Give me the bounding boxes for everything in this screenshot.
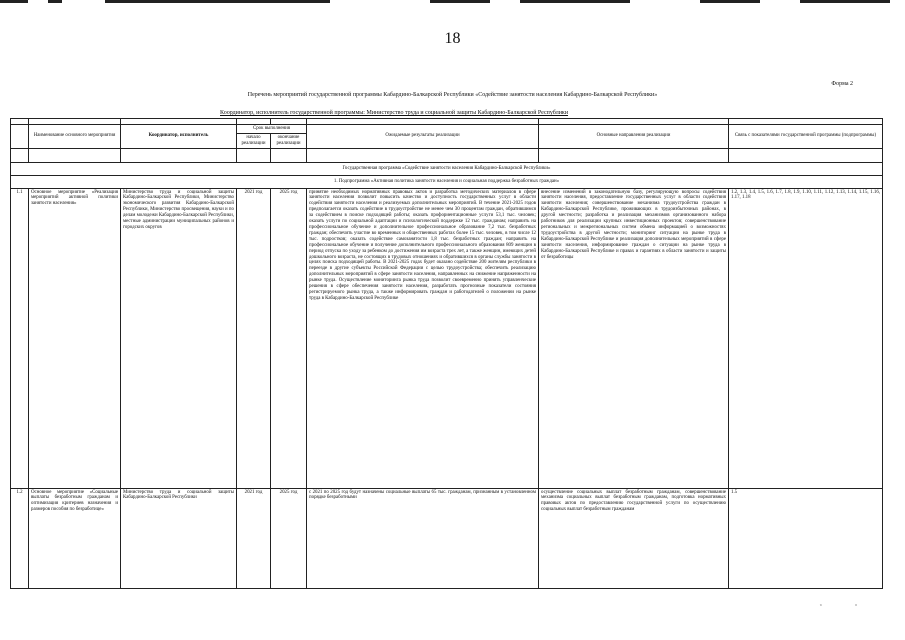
scan-edge-mark <box>700 0 760 3</box>
subprogram-row <box>11 175 883 188</box>
scan-edge-mark <box>0 0 28 3</box>
scan-edge-mark <box>800 0 890 3</box>
program-title: Государственная программа «Содействие занятости населения Кабардино-Балкарской Республики» <box>11 162 883 175</box>
measure-coordinator: Министерство труда и социальной защиты Кабардино-Балкарской Республики, Министерство экономического развития Кабардино-Балкарской Республики, Министерство просвещения, науки и по делам молодежи Кабардино-Балкарской Республики, местные администрации муниципальных районов и городских округов <box>121 188 237 488</box>
header-name: Наименование основного мероприятия <box>29 125 121 149</box>
scan-edge-mark <box>105 0 330 3</box>
empty-row <box>11 148 883 162</box>
header-period: Срок выполнения <box>237 125 307 134</box>
row-number: 1.2 <box>11 488 29 588</box>
header-start: начало реализации <box>237 133 271 148</box>
measure-link: 1.5 <box>729 488 883 588</box>
scan-edge-mark <box>48 0 62 3</box>
measure-end: 2025 год <box>271 488 307 588</box>
header-directions: Основные направления реализации <box>539 125 729 149</box>
measure-result: с 2021 по 2025 год будут назначены социальные выплаты 65 тыс. гражданам, признанным в установленном порядке безработными <box>307 488 539 588</box>
corner-marks: " " <box>819 605 873 610</box>
page-number: 18 <box>444 30 461 47</box>
scan-edge-mark <box>430 0 490 3</box>
program-row <box>11 162 883 175</box>
header-row <box>11 125 883 134</box>
measures-table <box>10 118 883 589</box>
measure-name: Основное мероприятие «Социальные выплаты безработным гражданам и оптимизация критериев назначения и размеров пособия по безработице» <box>29 488 121 588</box>
measure-directions: внесение изменений в законодательную базу, регулирующую вопросы содействия занятости населения, предоставление государственных услуг в области содействия занятости населения; совершенствование механизма трудоустройства граждан в Кабардино-Балкарской Республике, проживающих в трудоизбыточных районах, в другой местности; разработка и реализация механизмов организованного набора работников для реализации крупных инвестиционных проектов; совершенствование региональных и межрегиональных систем обмена информацией о возможностях трудоустройства в другой местности; мониторинг ситуации на рынке труда в Кабардино-Балкарской Республике и реализация дополнительных мероприятий в сфере занятости населения, информирование граждан о ситуации на рынке труда в Кабардино-Балкарской Республике и правах и гарантиях в области занятости и защиты от безработицы <box>539 188 729 488</box>
measure-directions: осуществление социальных выплат безработным гражданам, совершенствование механизма социальных выплат безработным гражданам, подготовка нормативных правовых актов по предоставлению государственной услуги по осуществлению социальных выплат безработным гражданам <box>539 488 729 588</box>
table-row <box>11 488 883 588</box>
coordinator-line: Координатор, исполнитель государственной программы: Министерство труда и социальной защиты Кабардино-Балкарской Республики <box>220 110 569 116</box>
header-num <box>11 125 29 149</box>
table-row <box>11 188 883 488</box>
measure-result: принятие необходимых нормативных правовых актов и разработка методических материалов в сфере занятости населения позволит повысить качество и доступность государственных услуг в области содействия занятости населения и реализуемых дополнительных мероприятий. В течение 2021-2025 годов предполагается оказать содействие в трудоустройстве не менее чем 30 процентам граждан, обратившимся за содействием в поиске подходящей работы; оказать профориентационные услуги 53,1 тыс. человек; оказать услуги по социальной адаптации и психологической поддержке 12 тыс. гражданам; направить на профессиональное обучение и дополнительное профессиональное образование 7,2 тыс. безработных граждан; обеспечить участие во временных и общественных работах более 15 тыс. человек, в том числе 12 тыс. подростков; оказать содействие самозанятости 1,8 тыс. безработных граждан; направить на профессиональное обучение и получение дополнительного профессионального образования 809 женщин в период отпуска по уходу за ребенком до достижения им возраста трех лет, а также женщин, имеющих детей дошкольного возраста, не состоящих в трудовых отношениях и обратившихся в органы службы занятости в целях поиска подходящей работы. В 2021-2025 годах будет оказано содействие 200 жителям республики в переезде в другие субъекты Российской Федерации с целью трудоустройства; обеспечить реализацию дополнительных мероприятий в сфере занятости населения, направленных на снижение напряженности на рынке труда. Осуществление мониторинга рынка труда позволит своевременно принять управленческие решения в сфере обеспечения занятости населения, разработать прогнозные показатели состояния регистрируемого рынка труда, а также информировать граждан и работодателей о положении на рынке труда в Кабардино-Балкарской Республике <box>307 188 539 488</box>
scan-edge-mark <box>520 0 630 3</box>
subprogram-title: 1. Подпрограмма «Активная политика занятости населения и социальная поддержка безработных граждан» <box>11 175 883 188</box>
header-link: Связь с показателями государственной программы (подпрограммы) <box>729 125 883 149</box>
header-result: Ожидаемые результаты реализации <box>307 125 539 149</box>
header-end: окончание реализации <box>271 133 307 148</box>
measure-start: 2021 год <box>237 188 271 488</box>
row-number: 1.1 <box>11 188 29 488</box>
measure-start: 2021 год <box>237 488 271 588</box>
measure-name: Основное мероприятие «Реализация мероприятий активной политики занятости населения» <box>29 188 121 488</box>
form-label: Форма 2 <box>831 81 853 87</box>
header-coordinator: Координатор, исполнитель <box>121 125 237 149</box>
document-title: Перечень мероприятий государственной программы Кабардино-Балкарской Республики «Содействие занятости населения Кабардино-Балкарской Республики» <box>247 92 658 98</box>
measure-link: 1.2, 1.3, 1.4, 1.5, 1.6, 1.7, 1.8, 1.9, 1.10, 1.11, 1.12, 1.13, 1.14, 1.15, 1.16, 1.17, 1.18 <box>729 188 883 488</box>
measure-coordinator: Министерство труда и социальной защиты Кабардино-Балкарской Республики <box>121 488 237 588</box>
measure-end: 2025 год <box>271 188 307 488</box>
